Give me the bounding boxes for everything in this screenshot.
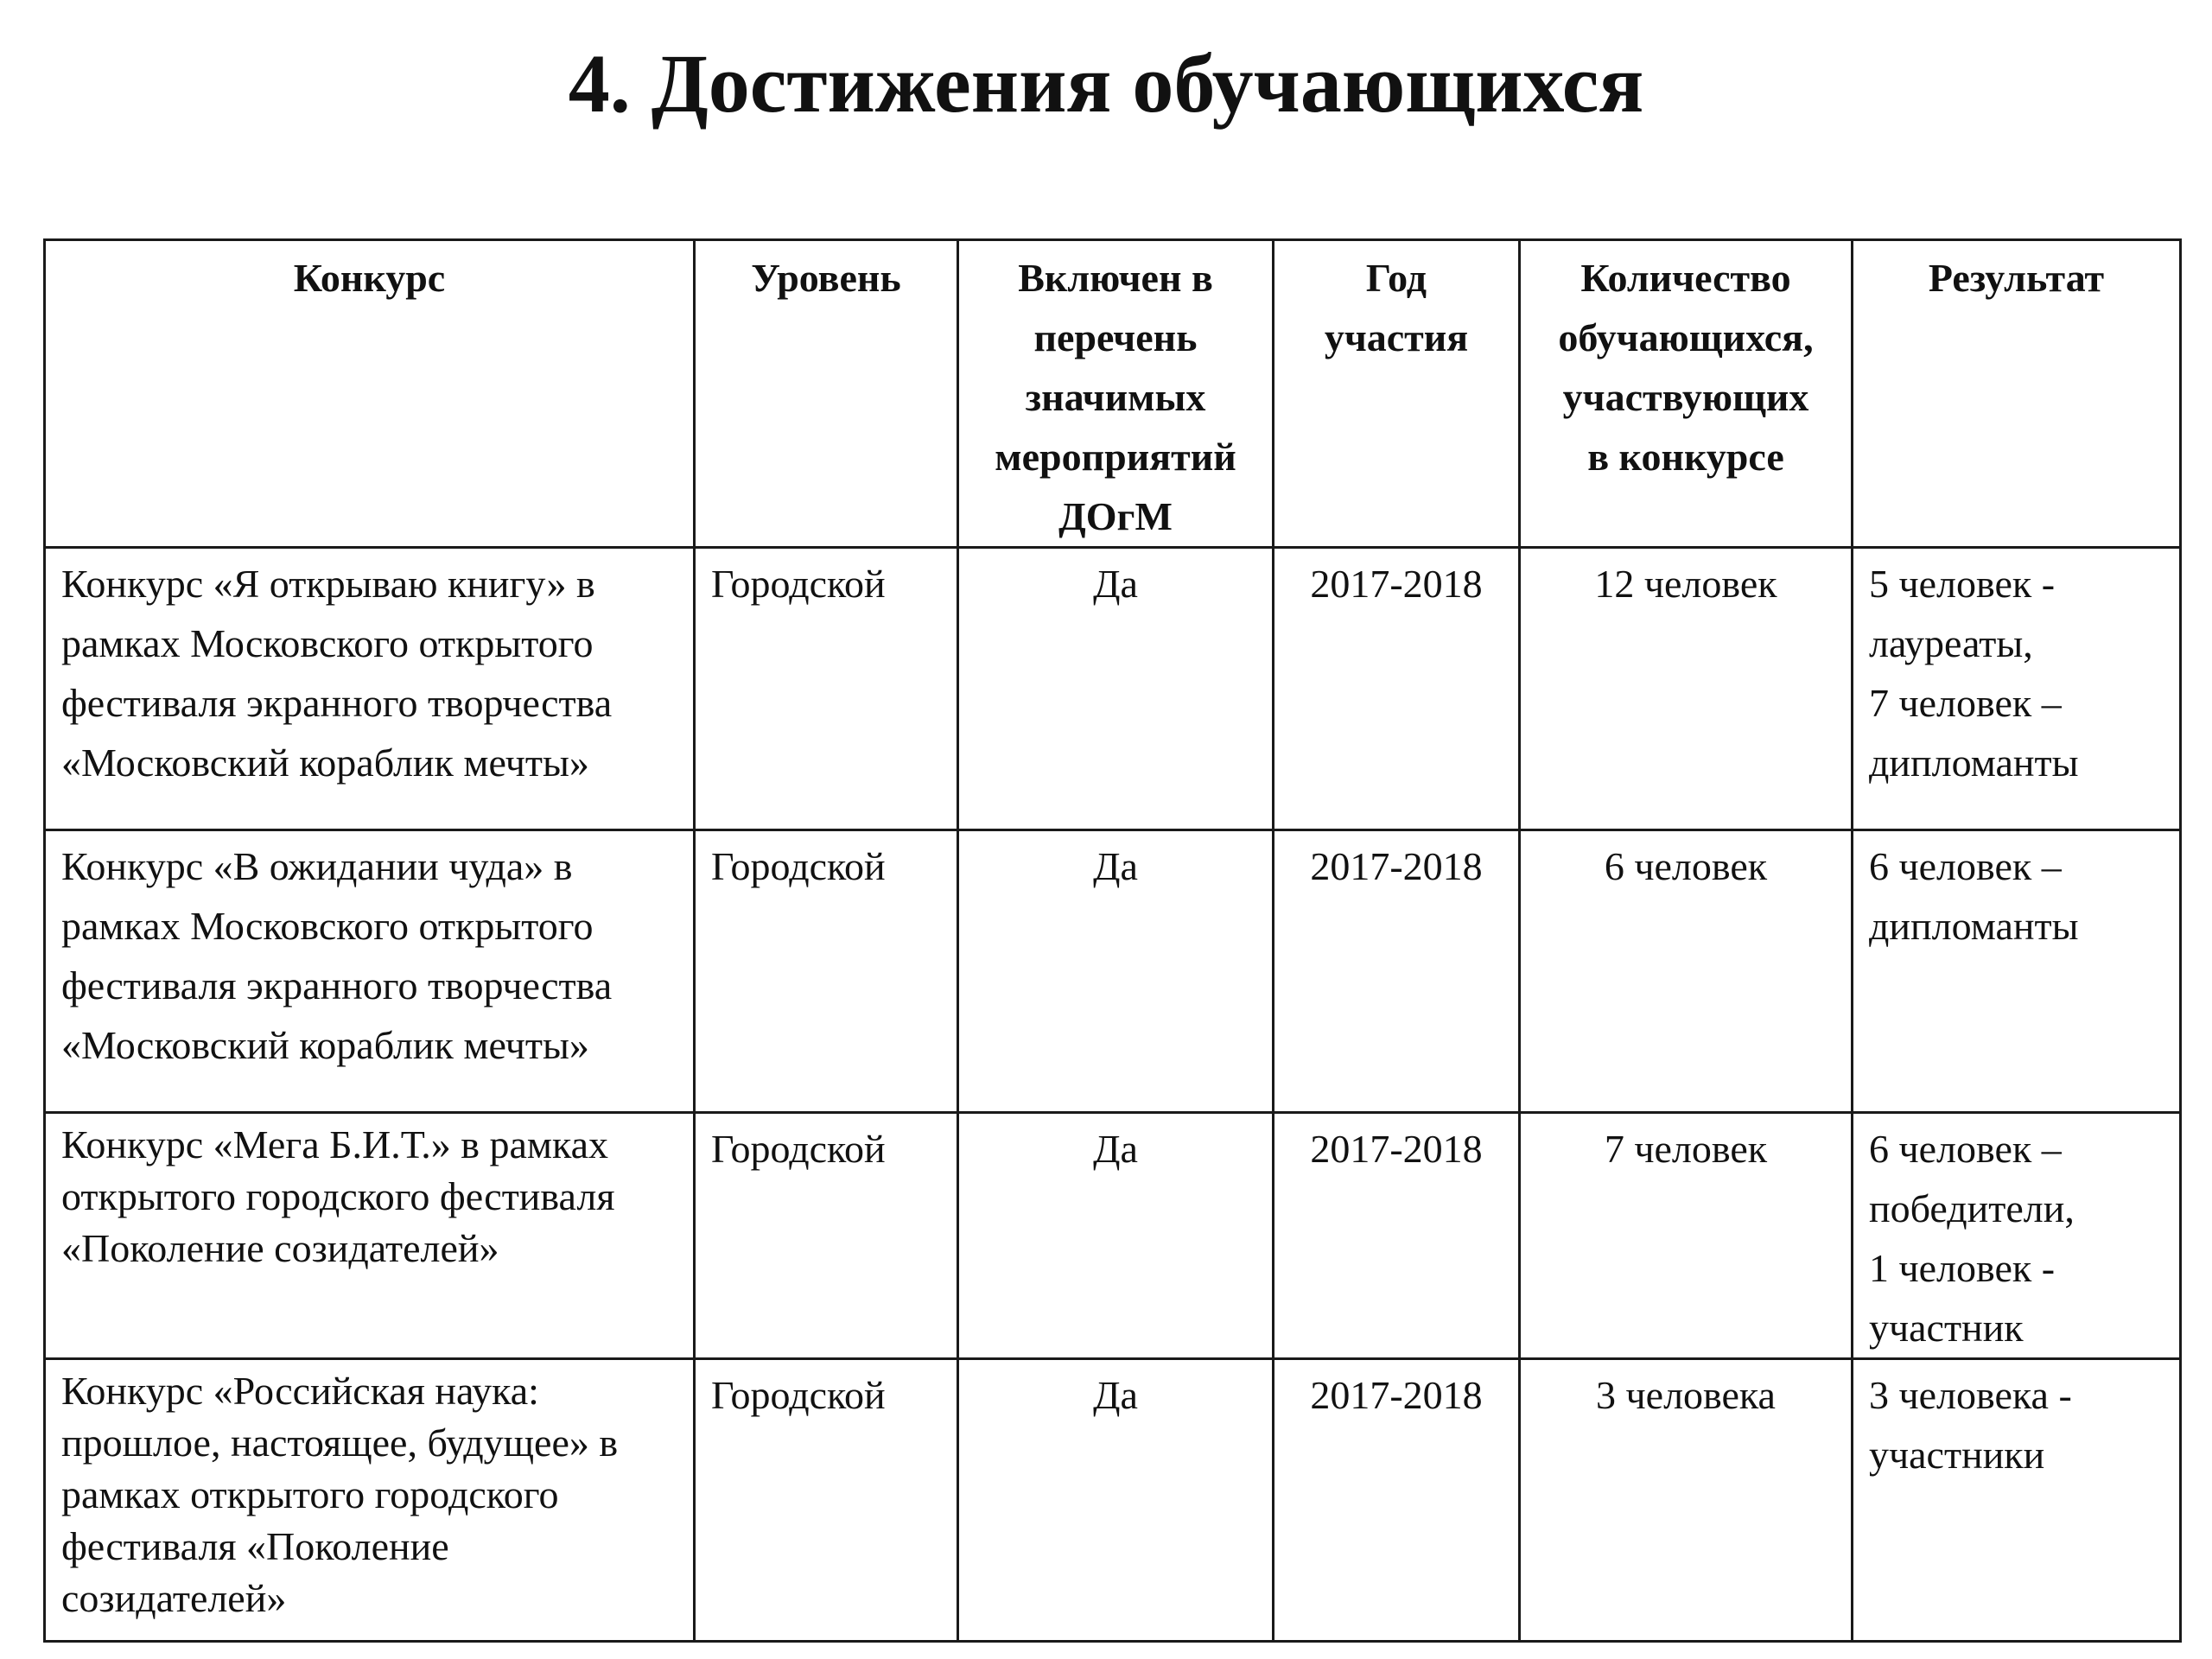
cell-contest: Конкурс «Мега Б.И.Т.» в рамках открытого городского фестиваля «Поколение созидателей»: [45, 1113, 695, 1359]
cell-result: 6 человек – победители, 1 человек - участник: [1853, 1113, 2181, 1359]
table-row: [45, 1113, 2181, 1359]
cell-level: Городской: [695, 1359, 958, 1642]
cell-count: 3 человека: [1520, 1359, 1853, 1642]
header-included: Включен в перечень значимых мероприятий ДОгМ: [958, 240, 1274, 548]
header-year: Год участия: [1274, 240, 1520, 548]
cell-level: Городской: [695, 830, 958, 1113]
cell-contest: Конкурс «Я открываю книгу» в рамках Московского открытого фестиваля экранного творчества «Московский кораблик мечты»: [45, 548, 695, 830]
cell-included: Да: [958, 830, 1274, 1113]
page-title: 4. Достижения обучающихся: [568, 37, 1644, 130]
cell-level: Городской: [695, 548, 958, 830]
table-header-row: [45, 240, 2181, 548]
cell-result: 6 человек – дипломанты: [1853, 830, 2181, 1113]
table-row: [45, 548, 2181, 830]
header-result: Результат: [1853, 240, 2181, 548]
header-level: Уровень: [695, 240, 958, 548]
cell-year: 2017-2018: [1274, 548, 1520, 830]
cell-contest: Конкурс «Российская наука: прошлое, настоящее, будущее» в рамках открытого городского фестиваля «Поколение созидателей»: [45, 1359, 695, 1642]
cell-count: 6 человек: [1520, 830, 1853, 1113]
cell-year: 2017-2018: [1274, 1359, 1520, 1642]
header-count: Количество обучающихся, участвующих в конкурсе: [1520, 240, 1853, 548]
cell-year: 2017-2018: [1274, 1113, 1520, 1359]
cell-included: Да: [958, 1113, 1274, 1359]
cell-level: Городской: [695, 1113, 958, 1359]
cell-count: 7 человек: [1520, 1113, 1853, 1359]
cell-count: 12 человек: [1520, 548, 1853, 830]
cell-included: Да: [958, 1359, 1274, 1642]
table-row: [45, 1359, 2181, 1642]
header-contest: Конкурс: [45, 240, 695, 548]
cell-contest: Конкурс «В ожидании чуда» в рамках Московского открытого фестиваля экранного творчества «Московский кораблик мечты»: [45, 830, 695, 1113]
cell-result: 3 человека - участники: [1853, 1359, 2181, 1642]
cell-year: 2017-2018: [1274, 830, 1520, 1113]
cell-result: 5 человек - лауреаты, 7 человек – дипломанты: [1853, 548, 2181, 830]
achievements-table: [43, 238, 2182, 1643]
table-row: [45, 830, 2181, 1113]
cell-included: Да: [958, 548, 1274, 830]
